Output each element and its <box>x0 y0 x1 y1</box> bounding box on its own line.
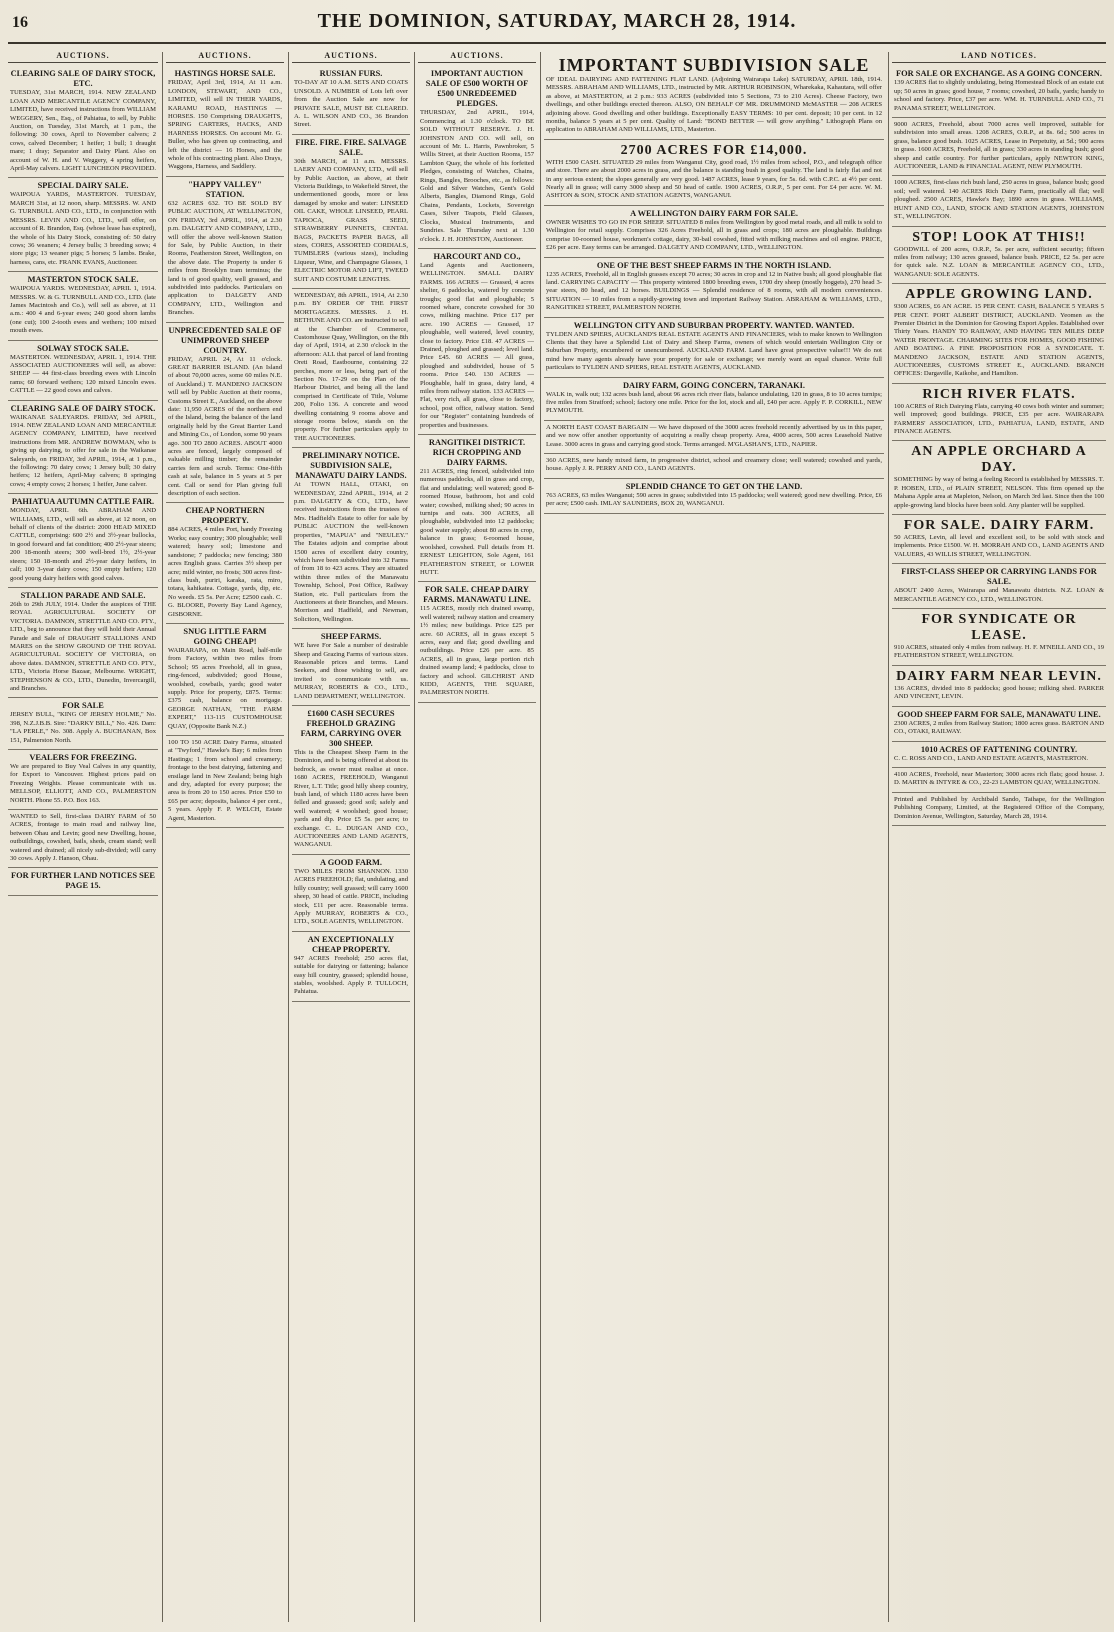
advertisement <box>892 227 1106 285</box>
ad-text: This is the Cheapest Sheep Farm in the Dominion, and is being offered at about its bedrock, as owner must realise at once. 1680 ACRES, FREEHOLD, Wanganui River, L.T. Title; good hilly sheep country, bush land, of which 1180 acres have been felled and grassed; good soil; safely and well watered; 4 woolshed; good house; yards and dip. Price £5 5s. per acre; to exchange. C. L. DUIGAN AND CO., AUCTIONEERS AND LAND AGENTS, WANGANUI. <box>294 749 408 849</box>
newspaper-title: THE DOMINION, SATURDAY, MARCH 28, 1914. <box>317 10 797 32</box>
ad-title: A GOOD FARM. <box>320 857 382 867</box>
ad-text: MONDAY, APRIL 6th. ABRAHAM AND WILLIAMS, LTD., will sell as above, at 12 noon, on behalf of clients of the district: 2000 HEAD MIXED CATTLE, comprising: 600 2½ and 3½-year bullocks, in good forward and fat condition; 400 2½-year steers; 200 18-month steers; 300 well-bred 1½, 2½-year steers; 150 18-month and 2½-year dairy heifers, in calf; 100 3-year dairy cows; 150 empty heifers; 120 good young dairy heifers with good calves. <box>10 507 156 582</box>
advertisement <box>166 736 284 828</box>
advertisement <box>166 323 284 504</box>
ad-text: THURSDAY, 2nd APRIL, 1914, Commencing at 1.30 o'clock. TO BE SOLD WITHOUT RESERVE. J. H. JOHNSTON AND CO. will sell, on account of Mr. L. Harris, Pawnbroker, 5 Willis Street, at their Auction Rooms, 157 Lambton Quay, the whole of his forfeited Pledges, consisting of Watches, Chains, Rings, Bangles, Brooches, etc., as follows: Gold and Silver Watches, Gent's Gold Alberts, Bangles, Diamond Rings, Gold Chains, Pendants, Lockets, Sovereign Cases, Silver Teapots, Field Glasses, Clocks, Musical Instruments, and Sundries. Sale Thursday next at 1.30 o'clock. J. H. JOHNSTON, Auctioneer. <box>420 109 534 243</box>
ad-title: ONE OF THE BEST SHEEP FARMS IN THE NORTH ISLAND. <box>596 260 832 270</box>
advertisement <box>544 318 884 378</box>
advertisement <box>8 66 158 178</box>
ad-title: DAIRY FARM, GOING CONCERN, TARANAKI. <box>622 380 805 390</box>
advertisement <box>418 582 536 702</box>
ad-text: 30th MARCH, at 11 a.m. MESSRS. LAERY AND COMPANY, LTD., will sell by Public Auction, as above, at their Victoria Buildings, to Wakefield Street, the undermentioned goods, more or less damaged by smoke and water: LINSEED OIL CAKE, WHOLE LINSEED, PEARL TAPIOCA, GRASS SEED, STRAWBERRY PUNNETS, CENTAL BAGS, PACKETS PAPER BAGS, all sizes, CORES, ASSORTED CORDIALS, TUMBLERS (various sizes), including Liqueur, Wine, and Champagne Glasses, 1 ELECTRIC MOTOR AND LIFT, TWEED SUIT AND COSTUME LENGTHS. <box>294 157 408 283</box>
advertisement <box>292 932 410 1002</box>
ad-text: We are prepared to Buy Veal Calves in any quantity, for Export to Vancouver. Highest prices paid on Freezing Weights. Please communicate with us. MELLSOP, ELLIOTT, AND CO., PALMERSTON NORTH. Phone 55. P.O. Box 163. <box>10 763 156 804</box>
ad-text: TWO MILES FROM SHANNON. 1330 ACRES FREEHOLD; flat, undulating, and hilly country; well grassed; will carry 1600 sheep, 30 head of cattle. PRICE, including stock, £11 per acre. Reasonable terms. Apply MURRAY, ROBERTS & CO., LTD., SOLE AGENTS, WELLINGTON. <box>294 867 408 926</box>
advertisement <box>544 52 884 140</box>
ad-text: 1235 ACRES, Freehold, all in English grasses except 70 acres; 30 acres in crop and 12 in Native bush; all good ploughable flat land. CARRYING CAPACITY — This property wintered 1800 breeding ewes, 1700 dry sheep (mostly hoggets), 270 head 3-year steers, 80 head, and 12 horses. BUILDINGS — Splendid residence of 8 rooms, with all modern conveniences. SITUATION — 10 miles from a rapidly-growing town and important Railway Station. ABRAHAM & WILLIAMS, LTD., RANGITIKEI STREET, PALMERSTON NORTH. <box>546 270 882 312</box>
advertisement <box>544 378 884 421</box>
advertisement <box>166 66 284 176</box>
ad-text: FRIDAY, April 3rd, 1914, At 11 a.m. LONDON, STEWART, AND CO., LIMITED, will sell IN THEIR YARDS, KARAMU ROAD, HASTINGS — HORSES. 150 Comprising DRAUGHTS, SPRING CARTERS, HACKS, AND HARNESS HORSES. On account Mr. G. Buller, who has given up contracting, and left the district — 16 Horses, and the whole of his contracting plant. Also Drays, Waggons, Harness, and Saddlery. <box>168 79 282 171</box>
advertisement <box>418 249 536 435</box>
ad-text: ABOUT 2400 Acres, Wairarapa and Manawatu districts. N.Z. LOAN & MERCANTILE AGENCY CO., LTD., WELLINGTON. <box>894 587 1104 603</box>
ad-text: 360 ACRES, new handy mixed farm, in progressive district, school and creamery close; well watered; cowshed and yards, house. Apply J. R. PERRY AND CO., LAND AGENTS. <box>546 457 882 473</box>
ad-title: £1600 CASH SECURES FREEHOLD GRAZING FARM, CARRYING OVER 300 SHEEP. <box>300 709 402 748</box>
ad-title: STOP! LOOK AT THIS!! <box>912 229 1086 245</box>
ad-text: TYLDEN AND SPIERS, AUCKLAND'S REAL ESTATE AGENTS AND FINANCIERS, wish to make known to Wellington Clients that they have a Splendid List of Dairy and Sheep Farms, owners of which would entertain Wellington City or Suburban Property, encumbered or unencumbered. AUCKLAND FARM. Land have great prospective value!!! We do not mind how many agents already have your property for sale or exchange; we merely want an equal chance. Write full particulars to TYLDEN AND SPIERS, REAL ESTATE AGENTS, AUCKLAND. <box>546 330 882 372</box>
advertisement <box>892 609 1106 666</box>
column-heading: AUCTIONS. <box>292 52 410 63</box>
ad-text: WALK in, walk out; 132 acres bush land, about 96 acres rich river flats, balance undulating, 120 in grass, 8 to 10 acres turnips; five miles from Stratford; school; factory one mile. Price for the lot, stock and all, £40 per acre. Apply F. P. CORKILL, NEW PLYMOUTH. <box>546 390 882 415</box>
advertisement <box>8 341 158 401</box>
ad-title: CHEAP NORTHERN PROPERTY. <box>185 506 265 526</box>
column-4 <box>418 52 536 1627</box>
column-rule <box>288 52 289 1622</box>
ad-text: FRIDAY, APRIL 24, At 11 o'clock. GREAT BARRIER ISLAND. (An Island of about 70,000 acres, some 60 miles N.E. of Auckland.) T. MANDENO JACKSON will sell by Public Auction at their rooms, Customs Street E., Auckland, on the above date: 11,950 ACRES of the northern end of the Island, being the balance of the land originally held by the Great Barrier Land and Mining Co., of London, some 90 years ago. 300 TO 2800 ACRES. ABOUT 4000 acres are fenced, largely composed of valuable milling timber; the remainder carries fern and scrub. Terms: One-fifth cash at sale, balance in 5 years at 5 per cent. Call or send for Plan giving full description of each section. <box>168 355 282 498</box>
ad-text: 9300 ACRES, £6 AN ACRE. 15 PER CENT. CASH, BALANCE 5 YEARS 5 PER CENT. PORT ALBERT DISTRICT, AUCKLAND. Yeomen as the Premier District in the Dominion for Growing Export Apples. Established over Thirty Years. HANDY TO RAILWAY, AND HAVING TEN MILES DEEP WATER FRONTAGE. CHARMING SITES FOR HOMES, GOOD FISHING AND BOATING. A FINE PROPOSITION FOR A SYNDICATE. T. MANDENO JACKSON, ESTATE AND STATION AGENTS, AUCTIONEERS, CUSTOMS STREET E., AUCKLAND. BRANCH OFFICES: Dargaville, Kaikohe, and Hamilton. <box>894 303 1104 378</box>
advertisement <box>8 588 158 698</box>
ad-title: AN APPLE ORCHARD A DAY. <box>911 444 1087 476</box>
advertisement <box>8 178 158 272</box>
ad-title: UNPRECEDENTED SALE OF UNIMPROVED SHEEP COUNTRY. <box>168 325 282 355</box>
advertisement <box>292 629 410 706</box>
ad-title: SPECIAL DAIRY SALE. <box>37 181 129 191</box>
ad-title: A WELLINGTON DAIRY FARM FOR SALE. <box>630 208 798 218</box>
ad-title: SHEEP FARMS. <box>320 632 382 642</box>
ad-text: OWNER WISHES TO GO IN FOR SHEEP. SITUATED 8 miles from Wellington by good metal roads, and all milk is sold to Wellington for retail supply. Comprises 326 Acres Freehold, all in grass and crops; 180 acres are ploughable. Buildings comprise 10-roomed house, workmen's cottage, dairy, 30-bail cowshed, fitted with milking machines and oil engine. PRICE, £26 per acre. Easy terms can be arranged. DALGETY AND COMPANY, LTD., WELLINGTON. <box>546 218 882 252</box>
advertisement <box>166 177 284 323</box>
ad-text: GOODWILL of 200 acres, O.R.P., 5s. per acre, sufficient security; fifteen miles from railway; 130 acres grassed, balance bush. PRICE, £2 5s. per acre for quick sale. N.Z. LOAN & MERCANTILE AGENCY CO., LTD., WANGANUI: SOLE AGENTS. <box>894 245 1104 278</box>
column-heading: AUCTIONS. <box>418 52 536 63</box>
ad-text: 1000 ACRES, first-class rich bush land, 250 acres in grass, balance bush; good soil; well watered. 140 ACRES Rich Dairy Farm, practically all flat; well ploughed. 2500 ACRES, Hawke's Bay; 1890 acres in grass. WILLIAMS, HUNT AND CO., LAND, STOCK AND STATION AGENTS, JOHNSTON ST., WELLINGTON. <box>894 179 1104 221</box>
ad-title: FOR SYNDICATE OR LEASE. <box>921 612 1077 644</box>
ad-title: STALLION PARADE AND SALE. <box>20 590 146 600</box>
ad-text: WANTED to Sell, first-class DAIRY FARM of 50 ACRES, frontage to main road and railway line, between Ohau and Levin; good new Dwelling, house, outbuildings, cowshed, bails, sheds, cream stand; well watered and drained; all nicely sub-divided; will carry 30 cows. Apply J. Hanson, Ohau. <box>10 813 156 863</box>
ad-text: 26th to 29th JULY, 1914. Under the auspices of THE ROYAL AGRICULTURAL SOCIETY OF VICTORIA. DAMNON, STRETTLE AND CO. PTY., LTD., beg to announce that they will hold their Annual Parade and Sale of DRAUGHT STALLIONS AND MARES on the SHOW GROUND OF THE ROYAL AGRICULTURAL SOCIETY OF VICTORIA, on above dates. DAMNON, STRETTLE AND CO. PTY., LTD., Victoria Horse Bazaar, Melbourne. WRIGHT, STEPHENSON & CO., LTD., Dunedin, Invercargill, and Branches. <box>10 600 156 692</box>
column-heading: AUCTIONS. <box>166 52 284 63</box>
ad-text: 50 ACRES, Levin, all level and excellent soil, to be sold with stock and implements. Price £1500. W. H. MORRAH AND CO., LAND AGENTS AND VALUERS, 43 WILLIS STREET, WELLINGTON. <box>894 534 1104 558</box>
ad-text: Land Agents and Auctioneers, WELLINGTON. SMALL DAIRY FARMS. 166 ACRES — Grassed, 4 acres shelter, 6 paddocks, watered by concrete troughs; good flat and ploughable; 5 roomed whare, concrete cowshed for 30 cows, milking machine. Price £17 per acre. 190 ACRES — Grassed, 17 ploughable, well watered, level country, close to factory. Price £18. 47 ACRES — Drained, ploughed and grassed; level land. Price £45. 60 ACRES — All grass, ploughed and subdivided, house of 5 rooms. Price £40. 130 ACRES — Ploughable, half in grass, dairy land, 4 miles from railway station. 133 ACRES — Flat, very rich, all grass, close to factory, school, post office, railway station. Send for our "Register" containing hundreds of properties and businesses. <box>420 261 534 429</box>
ad-text: 763 ACRES, 63 miles Wanganui; 590 acres in grass; subdivided into 15 paddocks; well watered; good new dwelling. Price, £6 per acre; £500 cash. IMLAY SAUNDERS, BOX 20, WANGANUI. <box>546 491 882 508</box>
advertisement <box>8 401 158 495</box>
ad-title: IMPORTANT AUCTION SALE OF £500 WORTH OF £500 UNREDEEMED PLEDGES. <box>425 69 529 109</box>
ad-text: 4100 ACRES, Freehold, near Masterton; 3000 acres rich flats; good house. J. D. MARTIN & INTYRE & CO., 22-23 LAMBTON QUAY, WELLINGTON. <box>894 770 1104 787</box>
advertisement <box>892 284 1106 384</box>
advertisement <box>892 176 1106 226</box>
ad-title: PAHIATUA AUTUMN CATTLE FAIR. <box>11 497 155 507</box>
ad-text: TUESDAY, 31st MARCH, 1914. NEW ZEALAND LOAN AND MERCANTILE AGENCY COMPANY, LIMITED, have received instructions from WILLIAM WEGGERY, Sen., Esq., of Pahiatua, to sell, by Public Auction, on Tuesday, 31st March, at 1 p.m., the following: 30 cows, April to November calvers; 2 cows, calved December; 1 heifer; 1 bull; 1 draught mare; 1 dray; Separator and Dairy Plant. Also on account of W. H. and V. Weggery, 4 spring heifers, April-May calvers. LIGHT LUNCHEON PROVIDED. <box>10 89 157 173</box>
ad-title: RICH RIVER FLATS. <box>922 386 1076 402</box>
ad-title: CLEARING SALE OF DAIRY STOCK. <box>10 403 156 413</box>
ad-text: WAIKANAE SALEYARDS. FRIDAY, 3rd APRIL, 1914. NEW ZEALAND LOAN AND MERCANTILE AGENCY COMPANY, LIMITED, have received instructions from MR. ANDREW BOWMAN, who is giving up dairying, to offer for sale in the Waikanae Saleyards, on FRIDAY, 3rd APRIL, 1914, at 1 p.m., the following: 70 dairy cows; 1 Jersey bull; 30 dairy heifers; 12 heifers, April-May calvers; 8 springing cows; 4 empty cows; 2 horses; 1 heifer, June calver. <box>10 413 156 488</box>
ad-title: SPLENDID CHANCE TO GET ON THE LAND. <box>625 481 803 491</box>
advertisement <box>544 258 884 318</box>
advertisement <box>544 479 884 514</box>
ad-text: WAIPOUA YARDS. WEDNESDAY, APRIL 1, 1914. MESSRS. W. & G. TURNBULL AND CO., LTD. (late James Macintosh and Co.), will sell as above, at 11 a.m.: 400 4 and 6-year ewes; 240 good shorn lambs (one cut); 100 2-tooth ewes and wethers; 100 mixed mouth ewes. <box>10 285 156 335</box>
column-5 <box>544 52 884 1627</box>
advertisement <box>292 706 410 855</box>
ad-title: FOR SALE. DAIRY FARM. <box>903 518 1095 534</box>
ad-text: 100 TO 150 ACRE Dairy Farms, situated at "Twyford," Hawke's Bay; 6 miles from Hastings; 1 from school and creamery; frontage to the best dairying, fattening and ensilage land in New Zealand; being high and dry, adapted for every purpose; the area is from 20 to 150 acres. Price £50 to £65 per acre; deposits, balance 4 per cent., 5 years. Apply F. P. WELCH, Estate Agent, Masterton. <box>168 739 282 822</box>
advertisement <box>892 707 1106 742</box>
ad-title: RUSSIAN FURS. <box>319 69 383 79</box>
ad-text: Printed and Published by Archibald Sando, Taihape, for the Wellington Publishing Company, Limited, at the Registered Office of the Company, Dominion Avenue, Wellington, Saturday, March 28, 1914. <box>894 795 1104 820</box>
advertisement <box>8 868 158 896</box>
ad-text: 9000 ACRES, Freehold, about 7000 acres well improved, suitable for subdivision into small areas. 1208 ACRES, O.R.P., at 8s. 6d.; 500 acres in grass, balance good bush. 1025 ACRES, Lease in Perpetuity, at 5d.; 900 acres in grass. 1600 ACRES, Freehold, all in grass; 330 acres in standing bush; good sheep and cattle country. For further particulars, apply NEWTON KING, AUCTIONEER, LAND & FINANCIAL AGENT, NEW PLYMOUTH. <box>894 121 1104 171</box>
ad-text: 100 ACRES of Rich Dairying Flats, carrying 40 cows both winter and summer; well improved; good buildings. PRICE, £35 per acre. WAIRARAPA FARMERS' ASSOCIATION, LTD., PAHIATUA, LAND, ESTATE, AND FINANCE AGENTS. <box>894 402 1104 435</box>
ad-text: 632 ACRES 632. TO BE SOLD BY PUBLIC AUCTION, AT WELLINGTON, ON FRIDAY, 3rd APRIL, 1914, at 2.30 p.m. DALGETY AND COMPANY, LTD., will offer the above well-known Station for Sale, by Public Auction, in their Rooms, Featherston Street, Wellington, on the above date. The Property is under 6 miles from Brooklyn tram terminus; the land is of good quality, well grassed, and subdivided into paddocks. Particulars on application to DALGETY AND COMPANY, LTD., Wellington and Branches. <box>168 199 282 317</box>
advertisement <box>892 768 1106 793</box>
advertisement <box>892 515 1106 564</box>
ad-text: WITH £500 CASH. SITUATED 29 miles from Wanganui City, good road, 1½ miles from school, P.O., and telegraph office and store. There are about 2000 acres in grass, and the balance is standing bush in good quality. The land is fairly flat and not in any serious extent; the slopes generally are very good. 1487 ACRES, lease 9 years, for 5s. 6d. with C.P.C. at 4½ per cent. Nearly all in grass; will carry 3000 sheep and 50 head of cattle. 1900 ACRES, O.R.P., 5 per cent. For £4 per acre. W. M. ASHTON & SON, STOCK AND STATION AGENTS, WANGANUI. <box>546 158 882 200</box>
ad-text: 910 ACRES, situated only 4 miles from railway. H. F. M'NEILL AND CO., 19 FEATHERSTON STREET, WELLINGTON. <box>894 644 1104 660</box>
ad-text: At TOWN HALL, OTAKI, on WEDNESDAY, 22nd APRIL, 1914, at 2 p.m. DALGETY & CO., LTD., have received instructions from the trustees of Mrs. Hadfield's Estate to offer for sale by PUBLIC AUCTION the well-known properties, "MAPUA" and "NEULEY." The Estates adjoin and comprise about 1500 acres of excellent dairy country, which have been subdivided into 32 Farms of from 18 to 423 acres. They are situated within three miles of the Manawatu Township, School, Post Office, Railway Station, etc. Full particulars from the Auctioneers at their Branches, and Messrs. Morrison and Hadfield, and Newman, Solicitors, Wellington. <box>294 481 408 623</box>
ad-text: 139 ACRES flat to slightly undulating, being Homestead Block of an estate cut up; 50 acres in grass; good house, 7 rooms; cowshed, 20 bails, yards; handy to school and factory. Price, £37 per acre. WM. H. TURNBULL AND CO., 71 PANAMA STREET, WELLINGTON. <box>894 79 1104 112</box>
ad-text: 136 ACRES, divided into 8 paddocks; good house; milking shed. PARKER AND VINCENT, LEVIN. <box>894 684 1104 701</box>
ad-title: "HAPPY VALLEY" STATION. <box>188 179 262 199</box>
ad-text: OF IDEAL DAIRYING AND FATTENING FLAT LAND. (Adjoining Wairarapa Lake) SATURDAY, APRIL 18th, 1914. MESSRS. ABRAHAM AND WILLIAMS, LTD., instructed by MR. ARTHUR ROBINSON, Wharekaka, Kahautara, will offer as above, at MASTERTON, at 2 p.m.: 933 ACRES (subdivided into 5 Sections, 73 to 210 Acres). Cheese Factory, two dwellings, and other buildings erected thereon. ALSO, ON BEHALF OF MR. DRUMMOND McMASTER — 208 ACRES adjoining above. Good dwelling and other buildings. Exceptionally EASY TERMS: 10 per cent. deposit; 10 per cent. in 12 months, balance 5 years at 5 per cent. Quality of Land: "BOND BETTER — will grow anything." Lithograph Plans on application to ABRAHAM AND WILLIAMS, LTD., Masterton. <box>546 76 882 134</box>
column-rule <box>888 52 889 1622</box>
ad-title: FIRST-CLASS SHEEP OR CARRYING LANDS FOR SALE. <box>901 567 1097 587</box>
ad-text: WAIPOUA YARDS, MASTERTON. TUESDAY, MARCH 31st, at 12 noon, sharp. MESSRS. W. AND G. TURNBULL AND CO., LTD., in conjunction with MESSRS. LEVIN AND CO., LTD., will offer, on account of R. Brandon, Esq. (whose lease has expired), the whole of his Dairy Stock, consisting of: 50 dairy cows; 36 weaners; 4 Jersey bulls; 3 breeding sows; 4 store pigs; 13 weaner pigs; 5 horses; 5 lambs. Brake, harness, cans, etc. FRANK EVANS, Auctioneer. <box>10 191 156 266</box>
masthead <box>0 0 1114 44</box>
advertisement <box>892 666 1106 707</box>
advertisement <box>166 503 284 623</box>
ad-text: 211 ACRES, ring fenced, subdivided into numerous paddocks, all in grass and crop, flat and undulating; well watered; good 8-roomed House, bathroom, hot and cold water; cowshed, milking shed; 90 acres in turnips and oats. 300 ACRES, all ploughable, subdivided into 12 paddocks; good water supply; about 80 acres in crop, balance in grass; 6-roomed house, woolshed, cowshed. Full details from H. ERNEST LEIGHTON, Sole Agent, 161 FEATHERSTON STREET, or LOWER HUTT. <box>420 468 534 576</box>
advertisement <box>8 494 158 588</box>
ad-text: WE have For Sale a number of desirable Sheep and Grazing Farms of various sizes. Reasonable prices and terms. Land Seekers, and those wishing to sell, are invited to communicate with us. MURRAY, ROBERTS & CO., LTD., LAND DEPARTMENT, WELLINGTON. <box>294 642 408 700</box>
advertisement <box>544 454 884 479</box>
ad-title: RANGITIKEI DISTRICT. RICH CROPPING AND DAIRY FARMS. <box>428 438 526 468</box>
advertisement <box>8 698 158 750</box>
advertisement <box>292 448 410 629</box>
ad-text: WEDNESDAY, 8th APRIL, 1914, At 2.30 p.m. BY ORDER OF THE FIRST MORTGAGEES. MESSRS. J. H. BETHUNE AND CO. are instructed to sell at the Chamber of Commerce, Customhouse Quay, Wellington, on the 8th day of April, 1914, at 2.30 o'clock in the afternoon: ALL that parcel of land fronting Oreti Road, Eastbourne, containing 22 perches, more or less, being part of the Section No. 17-29 on the Plan of the Harbour District, and being all the land comprised in Certificate of Title, Volume 200, Folio 136. A concrete and wood dwelling containing 9 rooms above and storage rooms below, stands on the property. For further particulars apply to THE AUCTIONEERS. <box>294 291 408 442</box>
column-rule <box>540 52 541 1622</box>
ad-text: 947 ACRES Freehold; 250 acres flat, suitable for dairying or fattening; balance easy hill country, grassed; splendid house, stables, woolshed. Apply P. TULLOCH, Pahiatua. <box>294 954 408 996</box>
advertisement <box>292 289 410 448</box>
advertisement <box>892 742 1106 768</box>
advertisement <box>892 384 1106 442</box>
advertisement <box>292 66 410 134</box>
ad-title: APPLE GROWING LAND. <box>905 287 1093 303</box>
ad-title: 1010 ACRES OF FATTENING COUNTRY. <box>920 744 1078 754</box>
ad-text: SOMETHING by way of being a feeling Record is established by MESSRS. T. P. HOBEN, LTD., of PLAIN STREET, NELSON. This firm opened up the Mahana Apple area at Mapleton, Nelson, on March 3rd last. Since then the 100 apple-growing land blocks have been sold. Any planter will be supplied. <box>894 476 1104 509</box>
ad-text: 884 ACRES, 4 miles Port, handy Freezing Works; easy country; 300 ploughable; well watered; heavy soil; limestone and sandstone; 7 paddocks; new fencing; 380 acres English grass. Carries 3½ sheep per acre; mild winter, no frosts; 300 acres first-class bush, puriri, karaka, rata, miro, totara, kahikatea. Cottage, yards, dip, etc. No weeds. £5 5s. Per Acre; £2500 cash. C. G. BLOORE, Poverty Bay Land Agency, GISBORNE. <box>168 526 282 618</box>
advertisement <box>892 118 1106 176</box>
ad-title: MASTERTON STOCK SALE. <box>27 275 139 285</box>
column-heading: AUCTIONS. <box>8 52 158 63</box>
ad-text: TO-DAY AT 10 A.M. SETS AND COATS UNSOLD. A NUMBER of Lots left over from the Auction Sale are now for PRIVATE SALE, MUST BE CLEARED. A. L. WILSON AND CO., 36 Brandon Street. <box>294 79 408 129</box>
ad-title: FOR FURTHER LAND NOTICES SEE PAGE 15. <box>11 871 155 891</box>
advertisement <box>544 140 884 206</box>
advertisement <box>292 135 410 289</box>
ad-text: 2300 ACRES, 2 miles from Railway Station; 1800 acres grass. BARTON AND CO., OTAKI, RAILWAY. <box>894 719 1104 736</box>
column-heading: LAND NOTICES. <box>892 52 1106 63</box>
column-3 <box>292 52 410 1627</box>
ad-text: C. C. ROSS AND CO., LAND AND ESTATE AGENTS, MASTERTON. <box>894 754 1089 762</box>
column-rule <box>162 52 163 1622</box>
ad-title: WELLINGTON CITY AND SUBURBAN PROPERTY. WANTED. WANTED. <box>573 320 855 330</box>
ad-title: IMPORTANT SUBDIVISION SALE <box>558 55 870 75</box>
ad-title: SNUG LITTLE FARM GOING CHEAP! <box>183 626 267 646</box>
advertisement <box>292 855 410 932</box>
ad-title: SOLWAY STOCK SALE. <box>37 343 129 353</box>
ad-title: GOOD SHEEP FARM FOR SALE, MANAWATU LINE. <box>897 709 1101 719</box>
ad-text: 115 ACRES, mostly rich drained swamp, well watered; railway station and creamery 1½ miles; new buildings. Price £25 per acre. 60 ACRES, all in grass except 5 acres, easy and flat; good dwelling and outbuildings. Price £26 per acre. 85 ACRES, all in grass, large portion rich drained swamp land; 4 paddocks, close to factory and school. GILCHRIST AND KIDD, AGENTS, THE SQUARE, PALMERSTON NORTH. <box>420 605 534 697</box>
ad-title: FIRE. FIRE. FIRE. SALVAGE SALE. <box>295 137 407 157</box>
ad-text: A NORTH EAST COAST BARGAIN — We have disposed of the 3000 acres freehold recently advertised by us in this paper, and we now offer another opportunity of acquiring a really cheap property. Area, 4000 acres, 500 acres Leasehold Native Lease. 3000 acres in grass and carrying good stock. Terms arranged. M'GLASHAN'S, LTD., NAPIER. <box>546 423 882 448</box>
advertisement <box>8 810 158 868</box>
ad-title: HARCOURT AND CO., <box>433 251 521 261</box>
advertisement <box>892 564 1106 609</box>
advertisement <box>8 272 158 340</box>
ad-title: FOR SALE. CHEAP DAIRY FARMS. MANAWATU LINE. <box>423 585 531 605</box>
advertisement <box>418 435 536 582</box>
ad-title: FOR SALE OR EXCHANGE. AS A GOING CONCERN. <box>896 69 1102 79</box>
ad-title: AN EXCEPTIONALLY CHEAP PROPERTY. <box>307 934 395 954</box>
ad-title: CLEARING SALE OF DAIRY STOCK, ETC. <box>10 69 156 89</box>
page-number: 16 <box>12 14 28 31</box>
ad-title: DAIRY FARM NEAR LEVIN. <box>896 668 1102 684</box>
ad-title: FOR SALE <box>62 701 104 711</box>
column-rule <box>414 52 415 1622</box>
advertisement <box>544 206 884 258</box>
masthead-rule <box>8 42 1106 44</box>
ad-title: HASTINGS HORSE SALE. <box>174 69 276 79</box>
ad-title: 2700 ACRES FOR £14,000. <box>620 142 808 158</box>
ad-text: WAIRARAPA, on Main Road, half-mile from Factory, within two miles from School; 95 acres Freehold, all in grass, ring-fenced, subdivided; good House, woolshed, cowbails, yards; good water supply. Price for property, £875. Terms: £375 cash, balance on mortgage. GEORGE NATHAN, "THE FARM EXPERT," 113-115 CUSTOMHOUSE QUAY, (Opposite Bank N.Z.) <box>168 646 282 730</box>
column-1 <box>8 52 158 1627</box>
column-2 <box>166 52 284 1627</box>
advertisement <box>418 66 536 249</box>
advertisement <box>892 793 1106 826</box>
ad-title: VEALERS FOR FREEZING. <box>29 753 137 762</box>
advertisement <box>892 441 1106 515</box>
advertisement <box>544 421 884 454</box>
ad-text: JERSEY BULL, "KING OF JERSEY HOLME," No. 398, N.Z.J.B.B. Sire: "DARKY BILL," No. 426. Dam: "LA PERLE," No. 308. Apply A. BUCHANAN, Box 151, Palmerston North. <box>10 711 156 744</box>
column-6 <box>892 52 1106 1627</box>
advertisement <box>892 66 1106 118</box>
ad-text: MASTERTON. WEDNESDAY, APRIL 1, 1914. THE ASSOCIATED AUCTIONEERS will sell, as above: SHEEP — 44 first-class breeding ewes with Lincoln rams; 60 forward wethers; 120 mixed Lincoln ewes. CATTLE — 22 good cows and calves. <box>10 353 156 395</box>
advertisement <box>166 624 284 736</box>
ad-title: PRELIMINARY NOTICE. SUBDIVISION SALE, MANAWATU DAIRY LANDS. <box>295 451 407 481</box>
advertisement <box>8 750 158 810</box>
